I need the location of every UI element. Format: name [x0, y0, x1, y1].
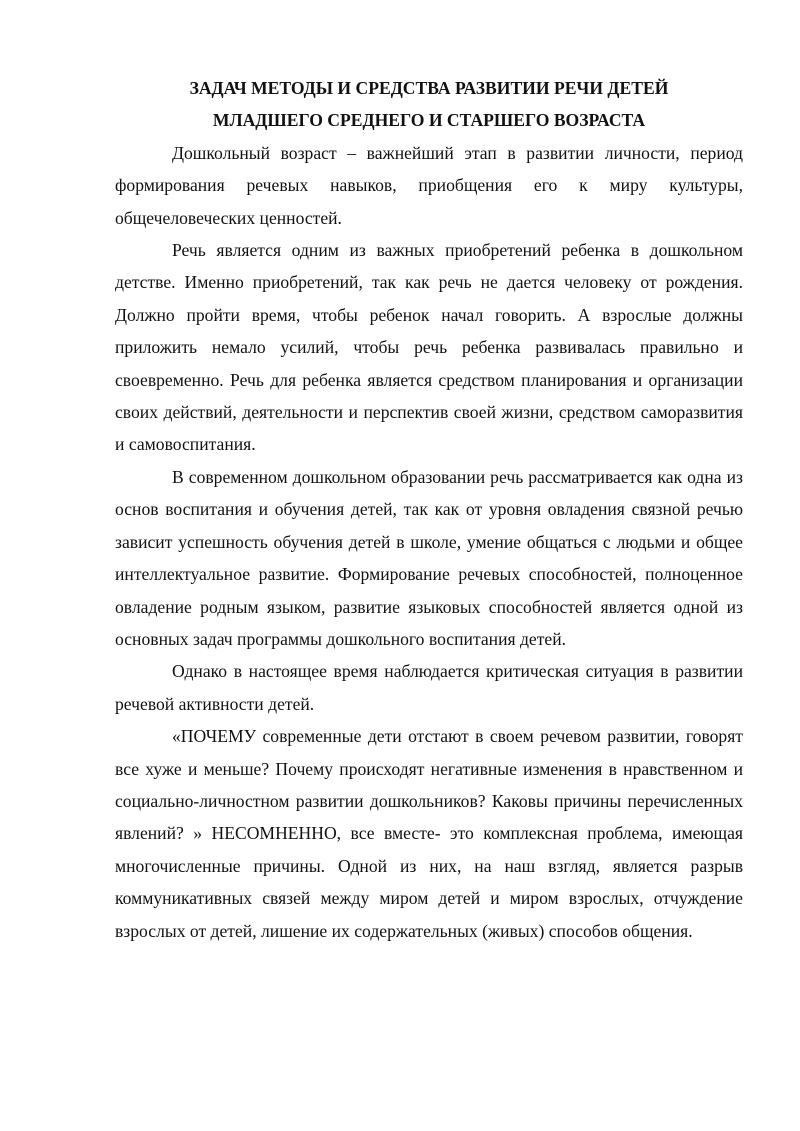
paragraph-4: Однако в настоящее время наблюдается критическая ситуация в развитии речевой активности детей.: [115, 661, 743, 714]
paragraph-3: В современном дошкольном образовании речь рассматривается как одна из основ воспитания и обучения детей, так как от уровня овладения связной речью зависит успешность обучения детей в школе, умение общаться с людьми и общее интеллектуальное развитие. Формирование речевых способностей, полноценное овладение родным языком, развитие языковых способностей является одной из основных задач программы дошкольного воспитания детей.: [115, 466, 743, 649]
paragraph-1: Дошкольный возраст – важнейший этап в развитии личности, период формирования речевых навыков, приобщения его к миру культуры, общечеловеческих ценностей.: [115, 142, 743, 228]
document-title: [115, 72, 743, 137]
paragraph-2: Речь является одним из важных приобретений ребенка в дошкольном детстве. Именно приобретений, так как речь не дается человеку от рождения. Должно пройти время, чтобы ребенок начал говорить. А взрослые должны приложить немало усилий, чтобы речь ребенка развивалась правильно и своевременно. Речь для ребенка является средством планирования и организации своих действий, деятельности и перспектив своей жизни, средством саморазвития и самовоспитания.: [115, 240, 743, 455]
title-line-2: МЛАДШЕГО СРЕДНЕГО И СТАРШЕГО ВОЗРАСТА: [212, 110, 646, 131]
paragraph-5: «ПОЧЕМУ современные дети отстают в своем речевом развитии, говорят все хуже и меньше? Почему происходят негативные изменения в нравственном и социально-личностном развитии дошкольников? Каковы причины перечисленных явлений? » НЕСОМНЕННО, все вместе- это комплексная проблема, имеющая многочисленные причины. Одной из них, на наш взгляд, является разрыв коммуникативных связей между миром детей и миром взрослых, отчуждение взрослых от детей, лишение их содержательных (живых) способов общения.: [115, 726, 743, 941]
title-line-1: ЗАДАЧ МЕТОДЫ И СРЕДСТВА РАЗВИТИИ РЕЧИ ДЕТЕЙ: [189, 78, 669, 98]
